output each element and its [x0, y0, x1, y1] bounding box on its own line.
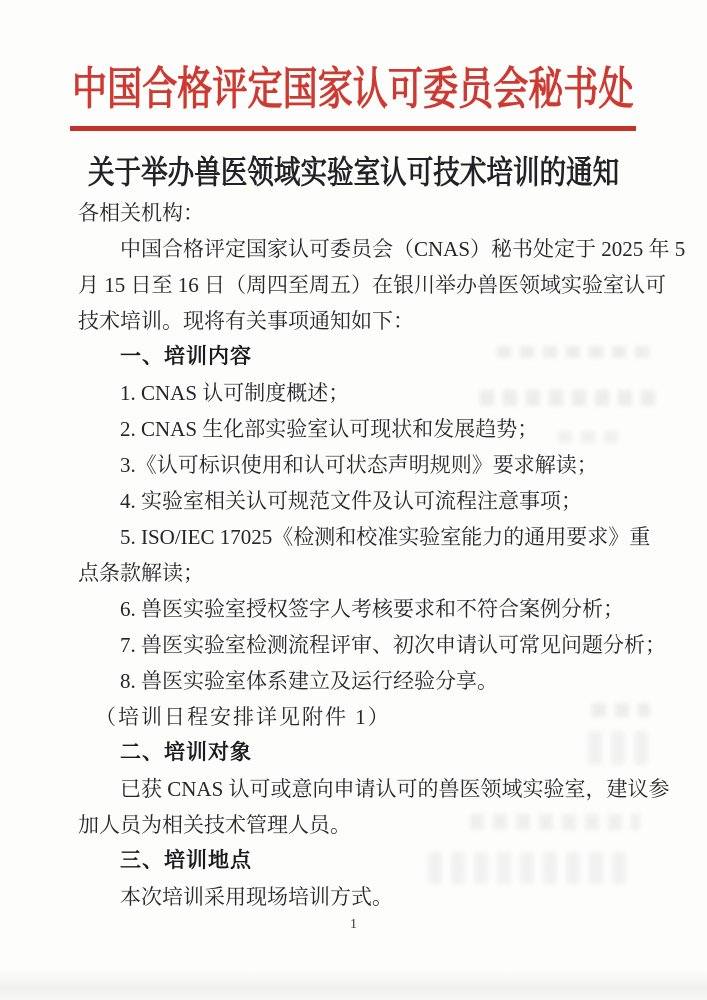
text-line: 已获 CNAS 认可或意向申请认可的兽医领域实验室，建议参 — [120, 777, 670, 801]
text-line: 7. 兽医实验室检测流程评审、初次申请认可常见问题分析； — [120, 633, 666, 657]
document-title — [88, 147, 707, 193]
text-line: 各相关机构： — [78, 201, 204, 225]
text-line: 6. 兽医实验室授权签字人考核要求和不符合案例分析； — [120, 597, 624, 621]
org-header — [72, 52, 707, 114]
text-line: 本次培训采用现场培训方式。 — [120, 885, 393, 909]
document-title-text: 关于举办兽医领域实验室认可技术培训的通知 — [88, 154, 620, 190]
org-header-text: 中国合格评定国家认可委员会秘书处 — [72, 64, 634, 114]
text-line: （培训日程安排详见附件 1） — [95, 705, 391, 729]
text-line: 8. 兽医实验室体系建立及运行经验分享。 — [120, 669, 498, 693]
text-line: 月 15 日至 16 日（周四至周五）在银川举办兽医领域实验室认可 — [78, 273, 666, 297]
text-line: 3.《认可标识使用和认可状态声明规则》要求解读； — [120, 453, 598, 477]
text-line: 一、培训内容 — [120, 345, 252, 368]
text-line: 2. CNAS 生化部实验室认可现状和发展趋势； — [120, 417, 539, 441]
text-line: 技术培训。现将有关事项通知如下： — [78, 309, 414, 333]
text-line: 三、培训地点 — [120, 849, 252, 872]
text-line: 4. 实验室相关认可规范文件及认可流程注意事项； — [120, 489, 582, 513]
text-line: 5. ISO/IEC 17025《检测和校准实验室能力的通用要求》重 — [120, 525, 651, 549]
text-line: 加人员为相关技术管理人员。 — [78, 813, 351, 837]
text-line: 中国合格评定国家认可委员会（CNAS）秘书处定于 2025 年 5 — [120, 237, 686, 261]
text-line: 二、培训对象 — [120, 741, 252, 764]
header-rule — [70, 126, 636, 131]
scan-edge-artifact — [0, 970, 707, 1000]
page-number: 1 — [350, 917, 357, 932]
text-line: 点条款解读； — [78, 561, 204, 585]
document-body — [78, 196, 686, 916]
text-line: 1. CNAS 认可制度概述； — [120, 381, 350, 405]
